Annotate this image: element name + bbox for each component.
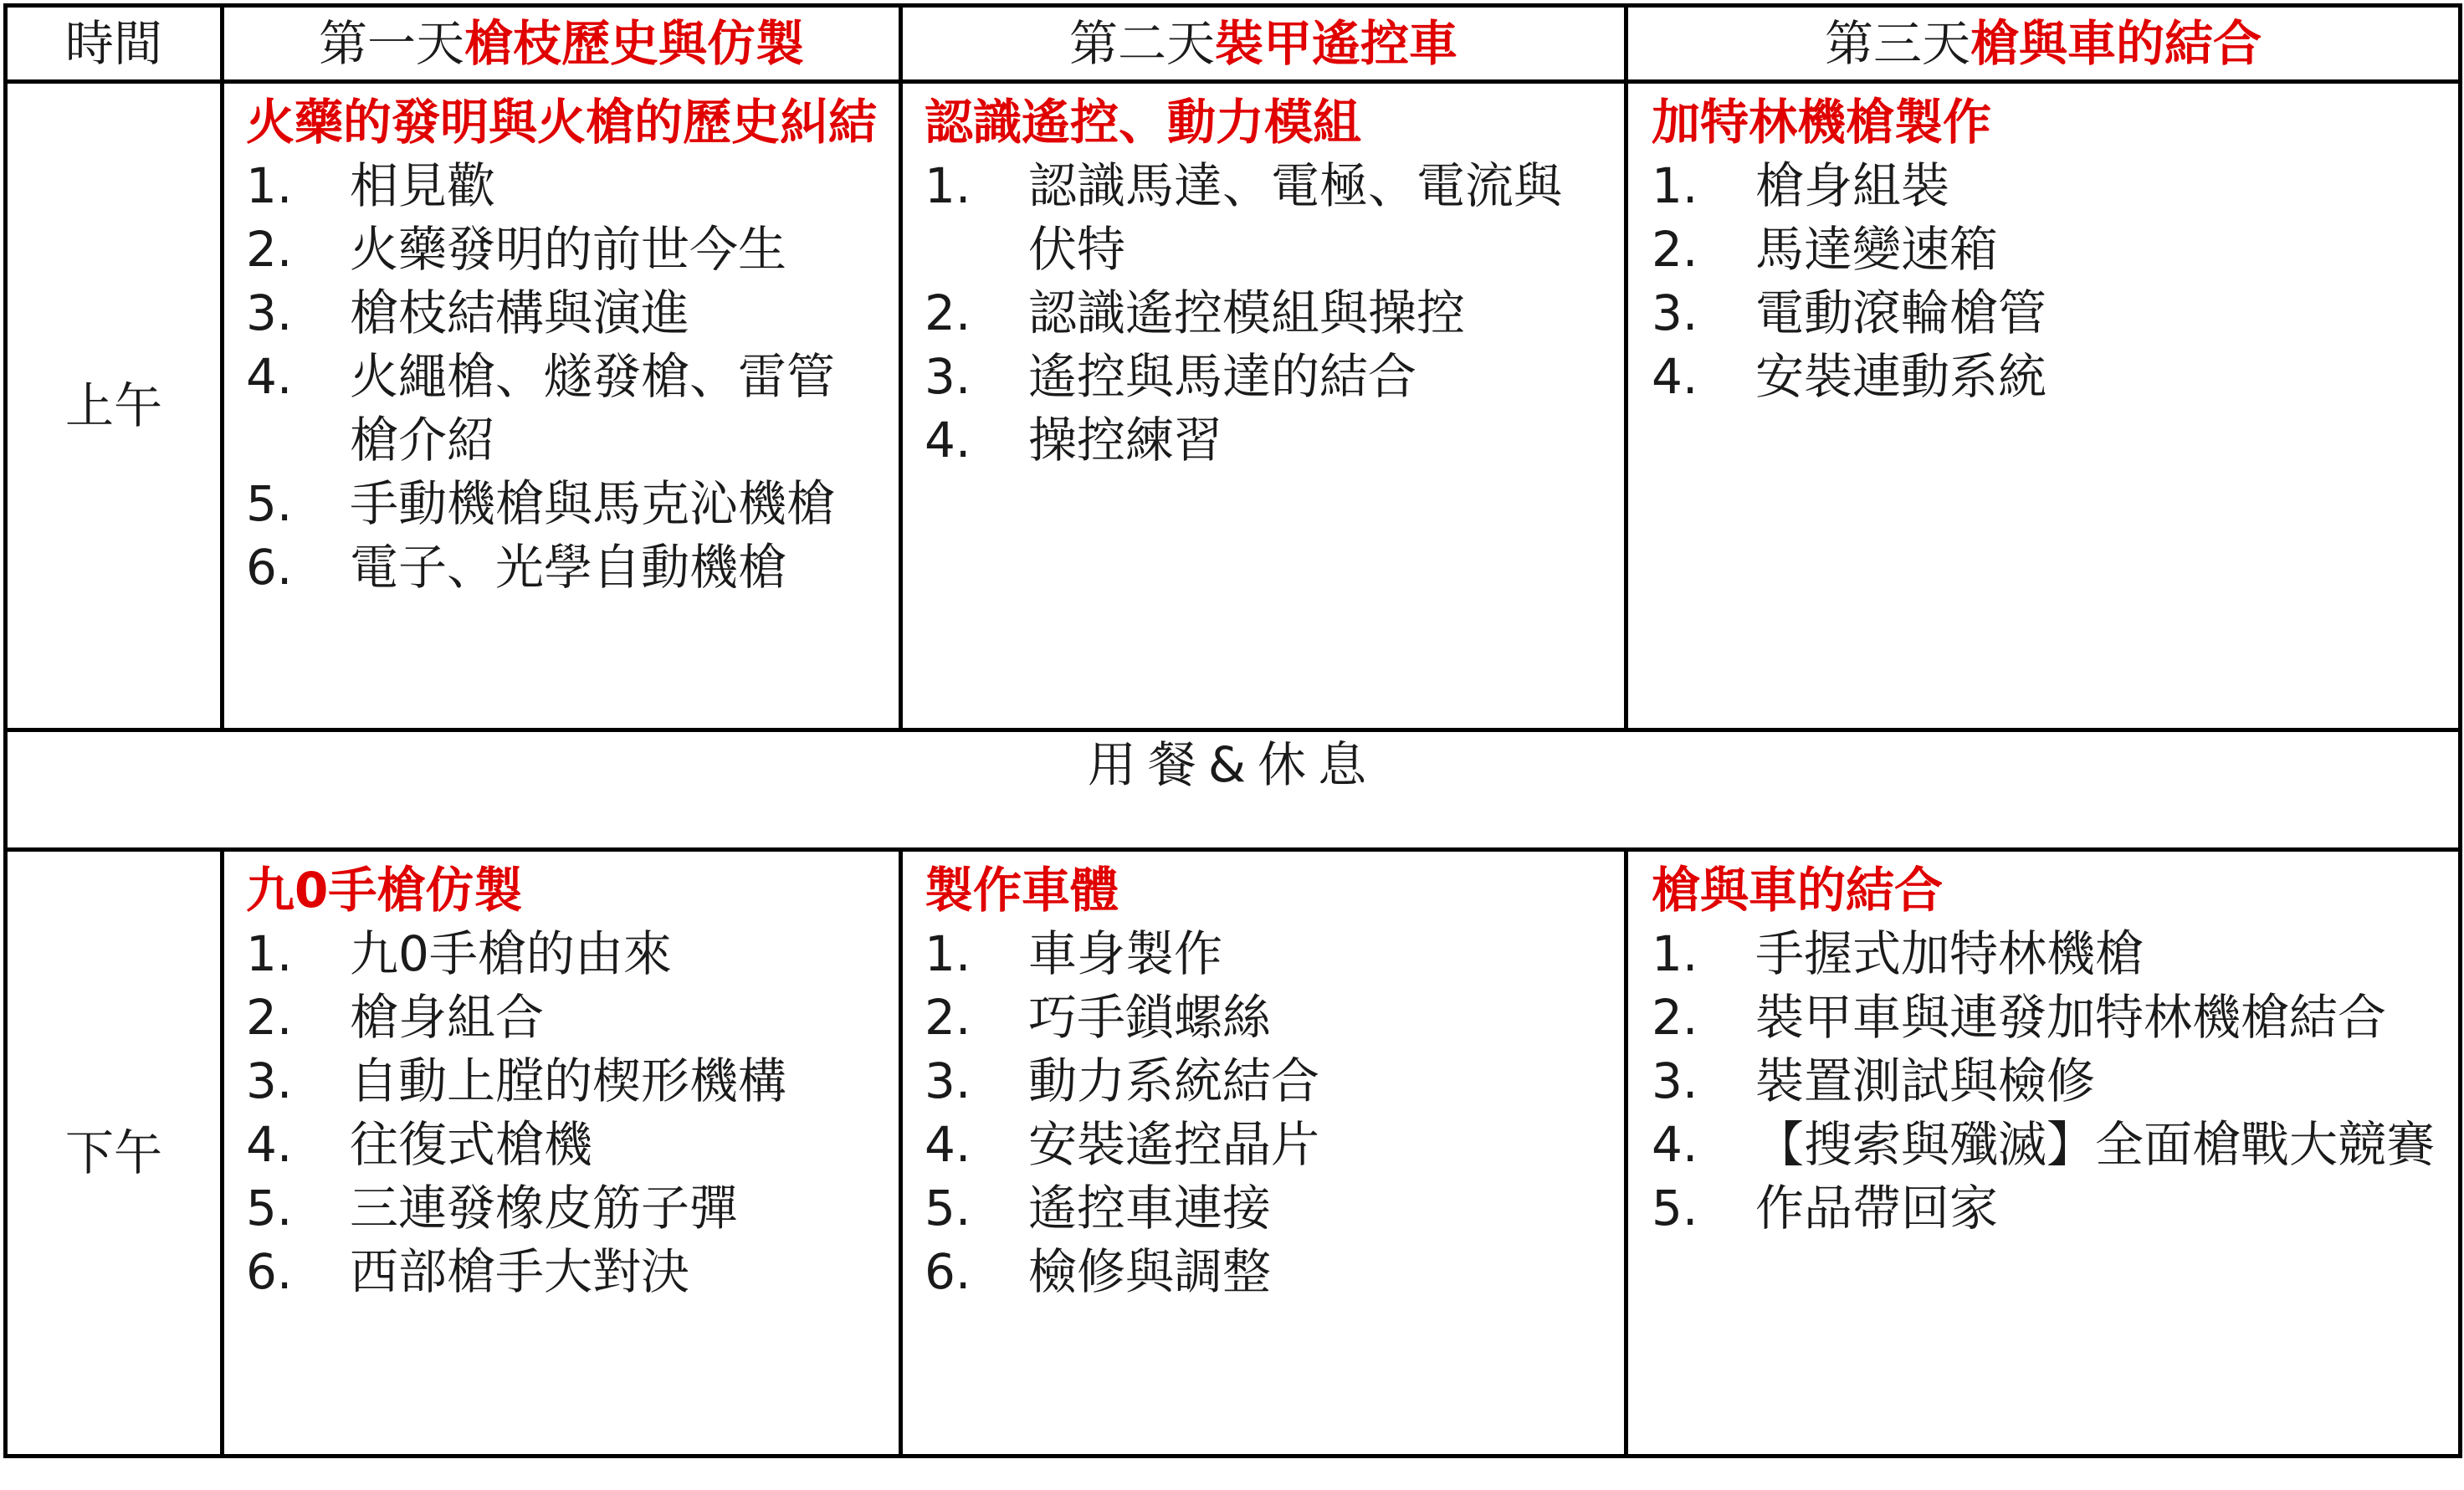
list-item: [1652, 1113, 2441, 1176]
item-text: 車身製作: [1028, 925, 1223, 982]
list-item: [246, 345, 882, 472]
list-item: [925, 345, 1607, 408]
list-item: [1652, 986, 2441, 1049]
morning-label-cell: [6, 82, 223, 730]
list-item: [246, 922, 882, 986]
item-number: 2.: [246, 989, 293, 1046]
list-item: [246, 1176, 882, 1240]
list-item: [1652, 154, 2441, 218]
item-text: 電子、光學自動機槍: [350, 539, 787, 596]
item-text: 操控練習: [1028, 412, 1223, 469]
item-list: [925, 922, 1607, 1303]
time-header: [6, 6, 223, 82]
item-number: 4.: [925, 412, 971, 469]
item-number: 3.: [246, 284, 293, 341]
list-item: [1652, 345, 2441, 408]
section-title: 製作車體: [925, 862, 1119, 919]
morning-row: [6, 82, 2461, 730]
item-text: 裝甲車與連發加特林機槍結合: [1755, 989, 2387, 1046]
item-list: [925, 154, 1607, 472]
section-title: 加特林機槍製作: [1652, 94, 1992, 151]
morning-label: 上午: [64, 377, 162, 434]
list-item: [246, 218, 882, 281]
item-text: 槍身組裝: [1755, 157, 1950, 214]
list-item: [925, 986, 1607, 1049]
morning-day1-cell: [223, 82, 901, 730]
item-number: 2.: [246, 221, 293, 278]
item-text: 【搜索與殲滅】全面槍戰大競賽: [1755, 1116, 2436, 1173]
item-number: 6.: [246, 1243, 293, 1300]
item-number: 1.: [925, 925, 971, 982]
day3-header: [1626, 6, 2461, 82]
list-item: [246, 986, 882, 1049]
item-text: 巧手鎖螺絲: [1028, 989, 1272, 1046]
item-text: 安裝遙控晶片: [1028, 1116, 1320, 1173]
item-text: 手動機槍與馬克沁機槍: [350, 475, 836, 532]
item-text: 九0手槍的由來: [350, 925, 672, 982]
item-text: 認識馬達、電極、電流與伏特: [1028, 157, 1563, 278]
item-text: 安裝連動系統: [1755, 348, 2047, 405]
day1-title: 槍枝歷史與仿製: [464, 15, 805, 72]
item-number: 4.: [1652, 1116, 1698, 1173]
break-row: [6, 730, 2461, 850]
item-text: 西部槍手大對決: [350, 1243, 690, 1300]
list-item: [925, 154, 1607, 281]
item-list: [246, 154, 882, 599]
schedule-table: [3, 3, 2462, 1458]
list-item: [1652, 218, 2441, 281]
break-cell: [6, 730, 2461, 850]
afternoon-row: [6, 850, 2461, 1457]
item-text: 槍枝結構與演進: [350, 284, 690, 341]
item-text: 火繩槍、燧發槍、雷管槍介紹: [350, 348, 836, 469]
morning-day3-cell: [1626, 82, 2461, 730]
item-number: 5.: [1652, 1180, 1698, 1237]
item-number: 5.: [925, 1180, 971, 1237]
list-item: [246, 281, 882, 345]
item-number: 3.: [925, 1052, 971, 1109]
list-item: [925, 1113, 1607, 1176]
item-text: 作品帶回家: [1755, 1180, 1999, 1237]
header-row: [6, 6, 2461, 82]
item-number: 4.: [1652, 348, 1698, 405]
item-number: 3.: [925, 348, 971, 405]
item-text: 裝置測試與檢修: [1755, 1052, 2096, 1109]
day1-prefix: 第一天: [318, 15, 464, 72]
item-number: 1.: [246, 925, 293, 982]
list-item: [246, 472, 882, 535]
item-number: 5.: [246, 475, 293, 532]
day1-header: [223, 6, 901, 82]
afternoon-day3-cell: [1626, 850, 2461, 1457]
list-item: [925, 1049, 1607, 1113]
afternoon-label: 下午: [64, 1124, 162, 1181]
day3-title: 槍與車的結合: [1970, 15, 2262, 72]
item-number: 2.: [1652, 221, 1698, 278]
list-item: [246, 1240, 882, 1303]
afternoon-day2-cell: [901, 850, 1626, 1457]
afternoon-label-cell: [6, 850, 223, 1457]
item-number: 5.: [246, 1180, 293, 1237]
list-item: [925, 1240, 1607, 1303]
list-item: [246, 1113, 882, 1176]
list-item: [1652, 281, 2441, 345]
day2-prefix: 第二天: [1068, 15, 1215, 72]
day2-header: [901, 6, 1626, 82]
item-number: 1.: [925, 157, 971, 214]
item-number: 2.: [925, 989, 971, 1046]
item-number: 4.: [246, 348, 293, 405]
item-text: 火藥發明的前世今生: [350, 221, 787, 278]
item-text: 槍身組合: [350, 989, 545, 1046]
list-item: [925, 1176, 1607, 1240]
break-label: 用餐&休息: [1087, 736, 1379, 793]
list-item: [246, 1049, 882, 1113]
item-text: 認識遙控模組與操控: [1028, 284, 1466, 341]
day3-prefix: 第三天: [1824, 15, 1970, 72]
item-list: [246, 922, 882, 1303]
item-number: 4.: [925, 1116, 971, 1173]
item-number: 3.: [246, 1052, 293, 1109]
item-text: 往復式槍機: [350, 1116, 593, 1173]
item-text: 動力系統結合: [1028, 1052, 1320, 1109]
item-text: 相見歡: [350, 157, 496, 214]
item-text: 電動滾輪槍管: [1755, 284, 2047, 341]
item-number: 2.: [1652, 989, 1698, 1046]
list-item: [925, 281, 1607, 345]
item-number: 2.: [925, 284, 971, 341]
section-title: 九0手槍仿製: [246, 862, 523, 919]
item-number: 6.: [246, 539, 293, 596]
item-number: 1.: [1652, 925, 1698, 982]
item-text: 遙控與馬達的結合: [1028, 348, 1417, 405]
item-list: [1652, 922, 2441, 1240]
list-item: [925, 408, 1607, 472]
section-title: 槍與車的結合: [1652, 862, 1944, 919]
item-text: 遙控車連接: [1028, 1180, 1272, 1237]
time-header-label: 時間: [64, 15, 162, 72]
day2-title: 裝甲遙控車: [1215, 15, 1458, 72]
afternoon-day1-cell: [223, 850, 901, 1457]
item-text: 手握式加特林機槍: [1755, 925, 2144, 982]
item-text: 馬達變速箱: [1755, 221, 1999, 278]
item-number: 6.: [925, 1243, 971, 1300]
section-title: 認識遙控、動力模組: [925, 94, 1362, 151]
list-item: [246, 154, 882, 218]
list-item: [246, 535, 882, 599]
item-text: 三連發橡皮筋子彈: [350, 1180, 739, 1237]
item-number: 1.: [246, 157, 293, 214]
item-number: 1.: [1652, 157, 1698, 214]
list-item: [925, 922, 1607, 986]
item-number: 4.: [246, 1116, 293, 1173]
morning-day2-cell: [901, 82, 1626, 730]
item-list: [1652, 154, 2441, 408]
item-number: 3.: [1652, 284, 1698, 341]
item-text: 自動上膛的楔形機構: [350, 1052, 787, 1109]
list-item: [1652, 1176, 2441, 1240]
list-item: [1652, 922, 2441, 986]
list-item: [1652, 1049, 2441, 1113]
item-text: 檢修與調整: [1028, 1243, 1272, 1300]
section-title: 火藥的發明與火槍的歷史糾結: [246, 94, 878, 151]
item-number: 3.: [1652, 1052, 1698, 1109]
